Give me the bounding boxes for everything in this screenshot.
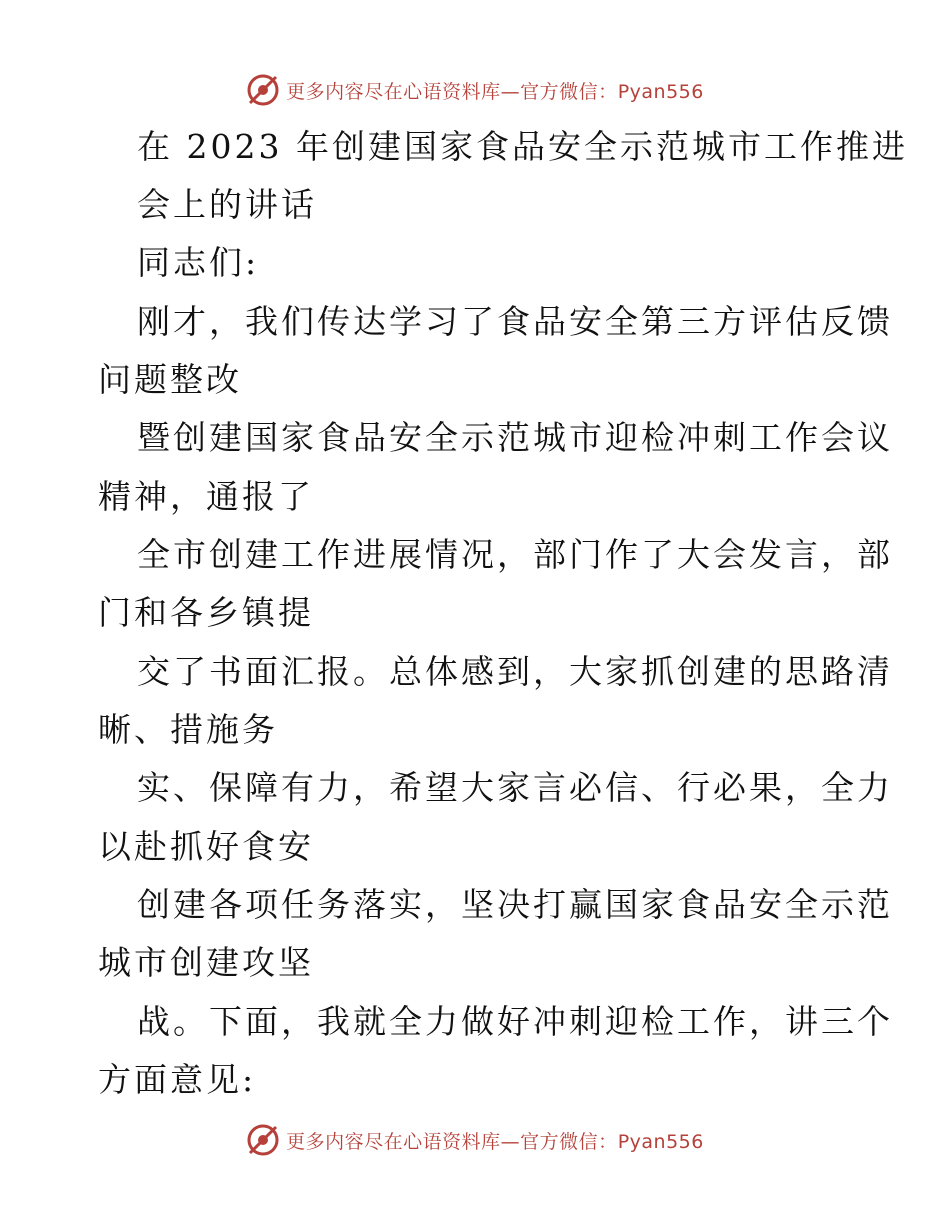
paragraph-line: 晰、措施务: [98, 710, 278, 749]
paragraph-line: 问题整改: [98, 360, 242, 399]
paragraph-line: 精神，通报了: [98, 477, 314, 516]
salutation: 同志们:: [137, 243, 260, 282]
paragraph-line: 刚才，我们传达学习了食品安全第三方评估反馈: [137, 302, 893, 341]
watermark-banner-bottom: [0, 1120, 950, 1160]
document-title-line-1: 在 2023 年创建国家食品安全示范城市工作推进: [137, 127, 908, 166]
paragraph-line: 创建各项任务落实，坚决打赢国家食品安全示范: [137, 885, 893, 924]
paragraph-line: 城市创建攻坚: [98, 943, 314, 982]
paragraph-line: 全市创建工作进展情况，部门作了大会发言，部: [137, 535, 893, 574]
paragraph-line: 交了书面汇报。总体感到，大家抓创建的思路清: [137, 652, 893, 691]
feather-seal-icon: [246, 1123, 280, 1157]
paragraph-line: 门和各乡镇提: [98, 593, 314, 632]
paragraph-line: 实、保障有力，希望大家言必信、行必果，全力: [137, 768, 893, 807]
watermark-text: 更多内容尽在心语资料库—官方微信：Pyan556: [286, 80, 704, 103]
document-title-line-2: 会上的讲话: [137, 185, 317, 224]
paragraph-line: 方面意见:: [98, 1060, 257, 1099]
paragraph-line: 暨创建国家食品安全示范城市迎检冲刺工作会议: [137, 418, 893, 457]
watermark-text: 更多内容尽在心语资料库—官方微信：Pyan556: [286, 1130, 704, 1153]
paragraph-line: 战。下面，我就全力做好冲刺迎检工作，讲三个: [137, 1002, 893, 1041]
paragraph-line: 以赴抓好食安: [98, 827, 314, 866]
